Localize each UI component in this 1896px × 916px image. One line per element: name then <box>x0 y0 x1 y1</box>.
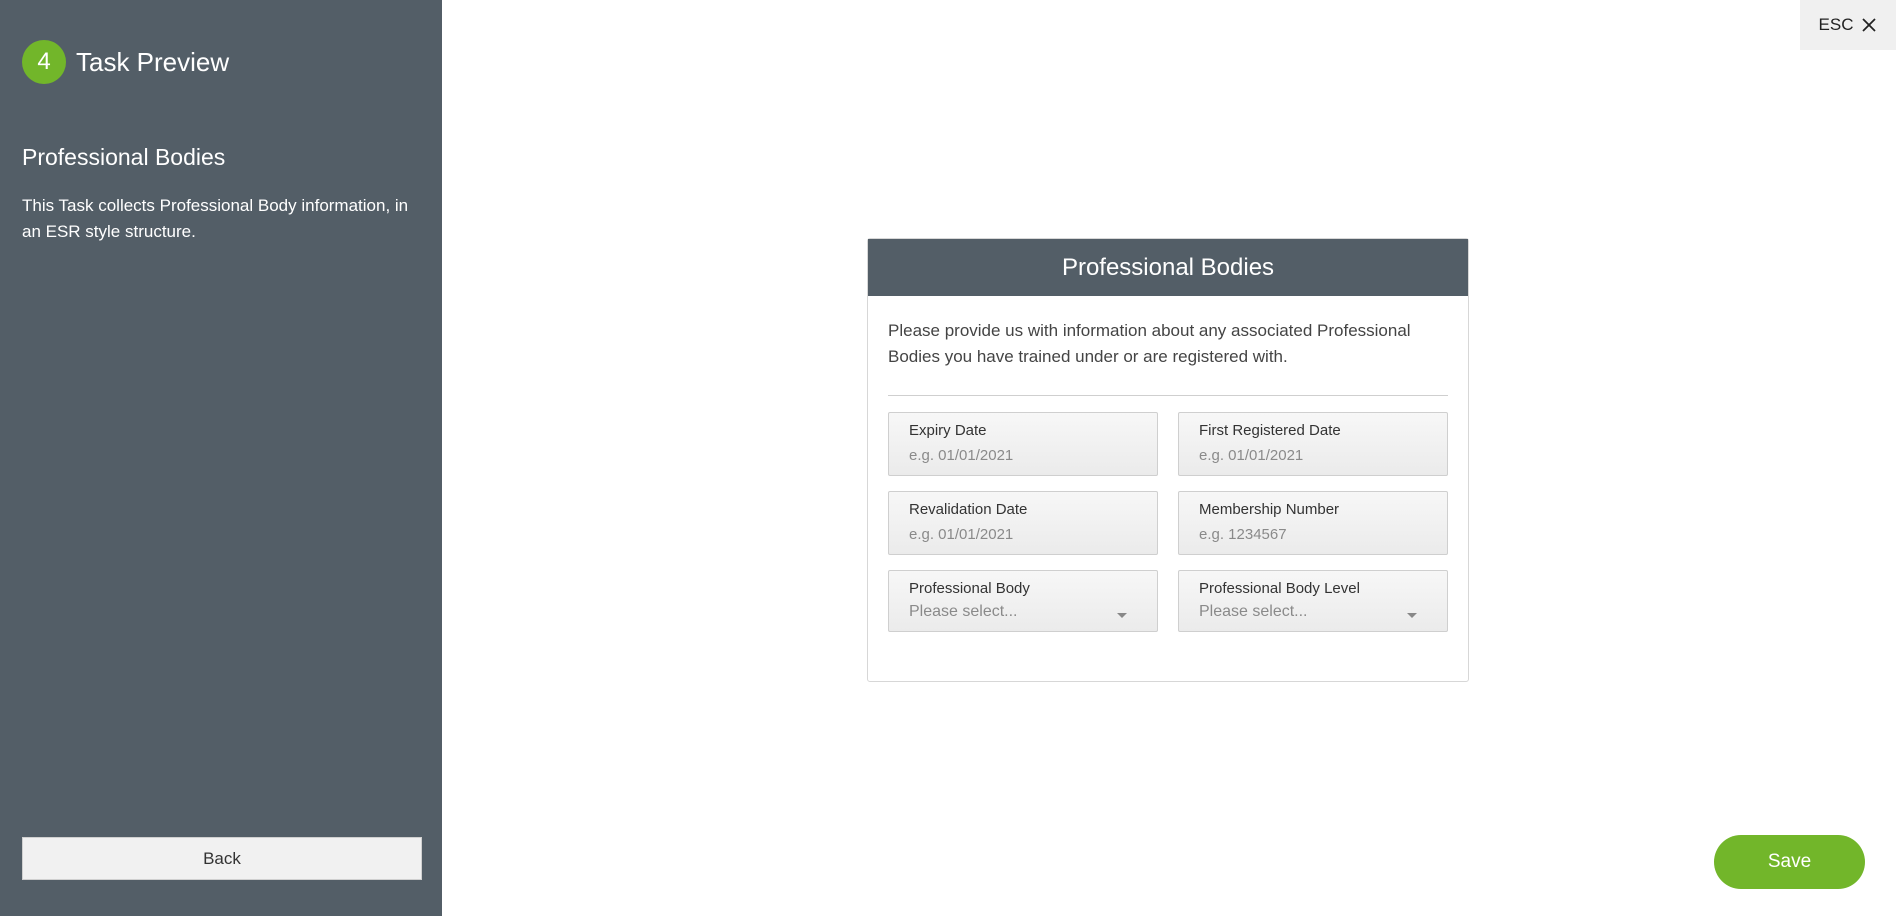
expiry-date-label: Expiry Date <box>909 422 987 439</box>
expiry-date-input[interactable] <box>909 447 1137 464</box>
professional-body-select[interactable] <box>888 570 1158 632</box>
step-title: Task Preview <box>76 46 230 77</box>
back-button[interactable]: Back <box>22 837 422 880</box>
form-intro: Please provide us with information about any associated Professional Bodies you have trained under or are registered with. <box>888 318 1448 396</box>
revalidation-date-field[interactable] <box>888 491 1158 555</box>
membership-number-label: Membership Number <box>1199 501 1340 518</box>
task-description: This Task collects Professional Body information, in an ESR style structure. <box>22 196 409 241</box>
revalidation-date-input[interactable] <box>909 526 1137 543</box>
esc-close-button[interactable] <box>1800 0 1896 50</box>
expiry-date-field[interactable] <box>888 412 1158 476</box>
task-name: Professional Bodies <box>22 144 226 170</box>
caret-down-icon <box>1117 613 1127 618</box>
professional-body-value: Please select... <box>909 603 1018 620</box>
caret-down-icon <box>1407 613 1417 618</box>
esc-label: ESC <box>1818 15 1854 34</box>
professional-body-level-select[interactable] <box>1178 570 1448 632</box>
professional-body-level-label: Professional Body Level <box>1199 580 1360 597</box>
form-title: Professional Bodies <box>868 239 1468 296</box>
revalidation-date-label: Revalidation Date <box>909 501 1028 518</box>
membership-number-field[interactable] <box>1178 491 1448 555</box>
first-registered-date-field[interactable] <box>1178 412 1448 476</box>
save-button[interactable]: Save <box>1714 835 1865 889</box>
professional-body-level-value: Please select... <box>1199 603 1308 620</box>
first-registered-date-input[interactable] <box>1199 447 1427 464</box>
membership-number-input[interactable] <box>1199 526 1427 543</box>
professional-bodies-form <box>867 238 1469 682</box>
sidebar <box>0 0 442 916</box>
close-icon <box>1861 17 1877 33</box>
step-number-badge: 4 <box>22 40 66 84</box>
form-fields <box>888 412 1448 632</box>
step-header <box>22 40 229 84</box>
professional-body-label: Professional Body <box>909 580 1030 597</box>
first-registered-date-label: First Registered Date <box>1199 422 1341 439</box>
